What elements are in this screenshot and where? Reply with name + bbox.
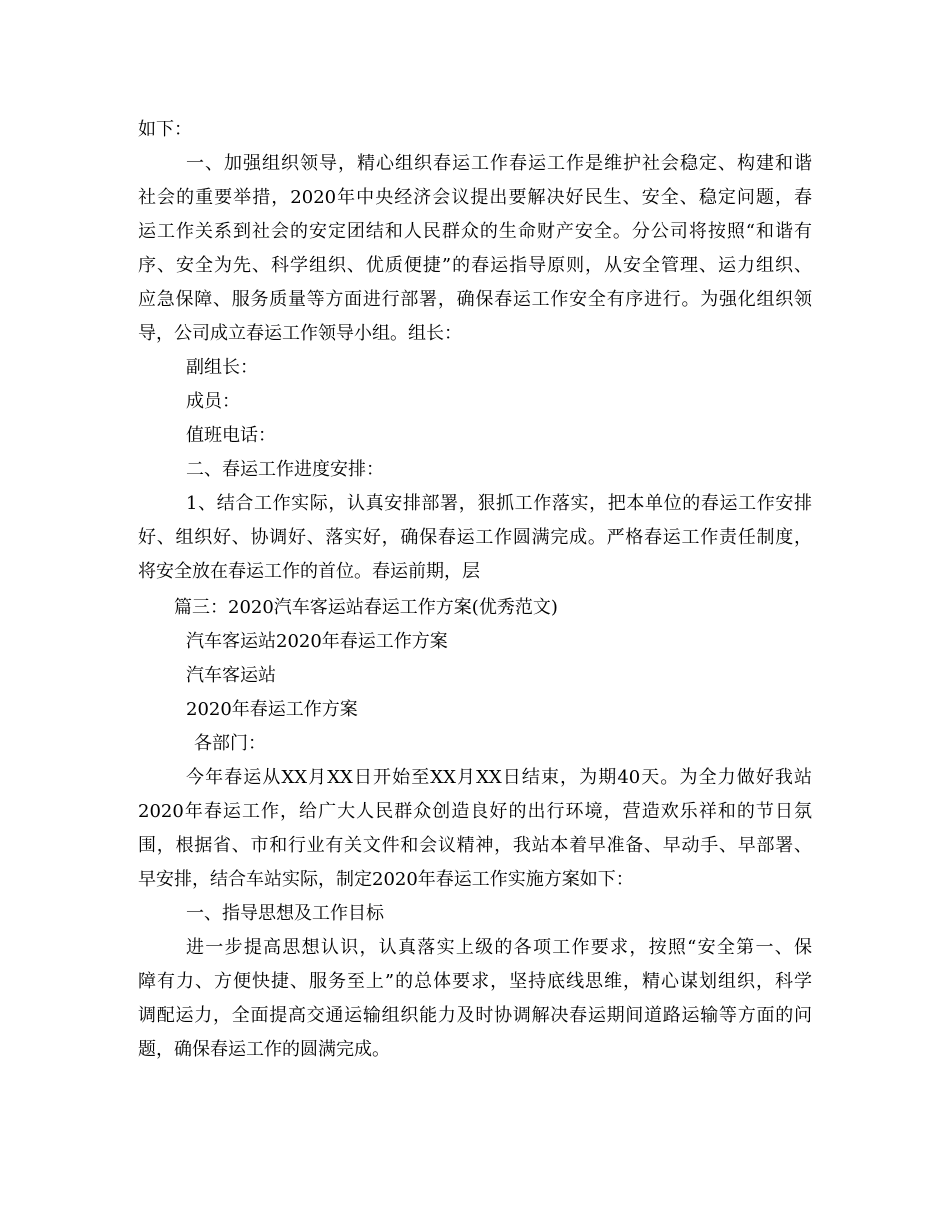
text-line: 围，根据省、市和行业有关文件和会议精神，我站本着早准备、早动手、早部署、 xyxy=(138,835,812,856)
text-line: 值班电话： xyxy=(186,425,276,446)
document-subtitle: 2020年春运工作方案 xyxy=(186,699,358,720)
text-line: 调配运力，全面提高交通运输组织能力及时协调解决春运期间道路运输等方面的问 xyxy=(138,1005,812,1026)
text-line: 序、安全为先、科学组织、优质便捷”的春运指导原则，从安全管理、运力组织、 xyxy=(138,255,812,276)
section-heading: 一、指导思想及工作目标 xyxy=(186,903,384,924)
text-line: 题，确保春运工作的圆满完成。 xyxy=(138,1039,390,1060)
document-subtitle: 汽车客运站 xyxy=(186,665,276,686)
text-line: 早安排，结合车站实际，制定2020年春运工作实施方案如下： xyxy=(138,869,634,890)
salutation: 各部门： xyxy=(194,733,266,754)
text-line: 2020年春运工作，给广大人民群众创造良好的出行环境，营造欢乐祥和的节日氛 xyxy=(138,801,812,822)
text-line: 将安全放在春运工作的首位。春运前期，层 xyxy=(138,561,480,582)
text-line: 运工作关系到社会的安定团结和人民群众的生命财产安全。分公司将按照“和谐有 xyxy=(138,221,812,242)
text-line: 成员： xyxy=(186,391,240,412)
text-line: 今年春运从XX月XX日开始至XX月XX日结束，为期40天。为全力做好我站 xyxy=(186,767,812,788)
text-line: 1、结合工作实际，认真安排部署，狠抓工作落实，把本单位的春运工作安排 xyxy=(186,493,812,514)
chapter-title: 篇三：2020汽车客运站春运工作方案(优秀范文) xyxy=(174,597,558,618)
text-line: 社会的重要举措，2020年中央经济会议提出要解决好民生、安全、稳定问题，春 xyxy=(138,187,812,208)
document-title: 汽车客运站2020年春运工作方案 xyxy=(186,631,448,652)
paragraph-heading-line: 一、加强组织领导，精心组织春运工作春运工作是维护社会稳定、构建和谐 xyxy=(186,153,812,174)
text-line: 障有力、方便快捷、服务至上”的总体要求，坚持底线思维，精心谋划组织，科学 xyxy=(138,971,812,992)
text-line: 应急保障、服务质量等方面进行部署，确保春运工作安全有序进行。为强化组织领 xyxy=(138,289,812,310)
text-line: 导，公司成立春运工作领导小组。组长： xyxy=(138,323,462,344)
text-line: 好、组织好、协调好、落实好，确保春运工作圆满完成。严格春运工作责任制度， xyxy=(138,527,812,548)
text-line: 进一步提高思想认识，认真落实上级的各项工作要求，按照“安全第一、保 xyxy=(186,937,812,958)
text-line: 如下： xyxy=(138,119,192,140)
section-heading: 二、春运工作进度安排： xyxy=(186,459,384,480)
text-line: 副组长： xyxy=(186,357,258,378)
